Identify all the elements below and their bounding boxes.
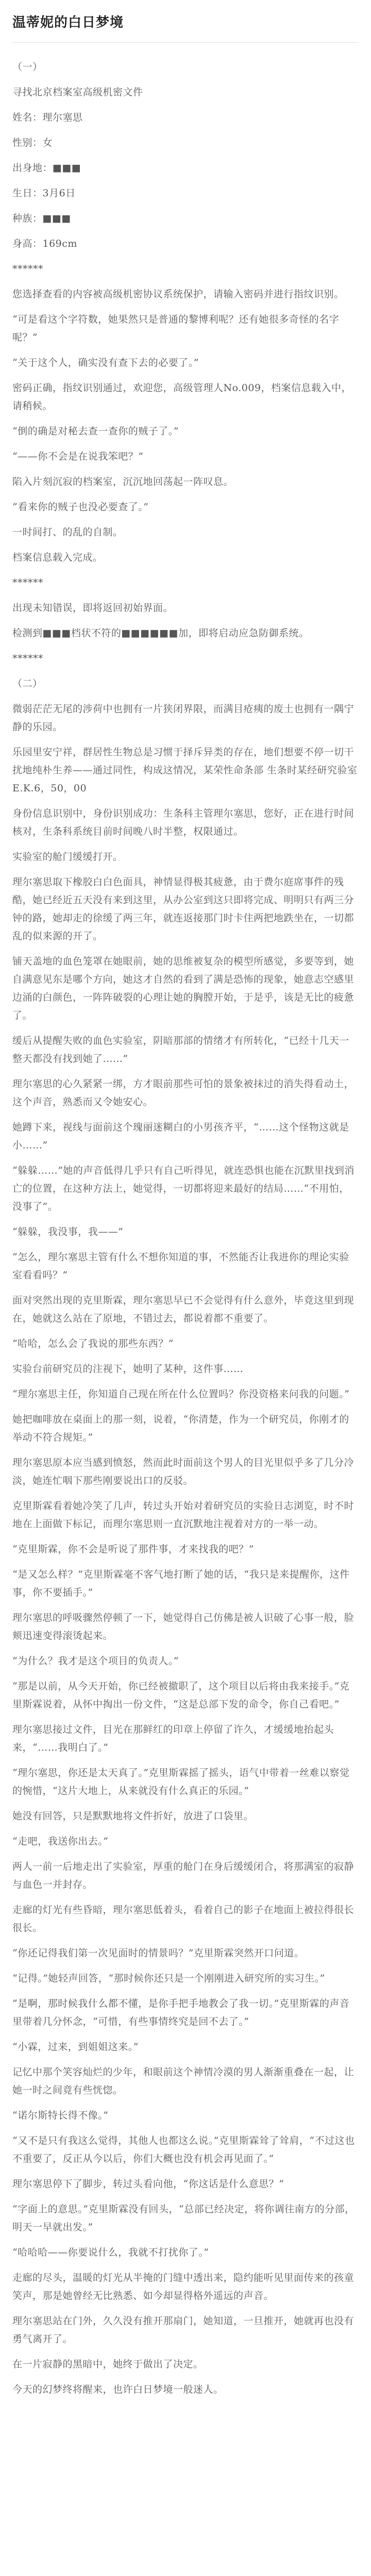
paragraph: “理尔塞思，你还是太天真了。”克里斯霖摇了摇头，语气中带着一丝难以察觉的惋惜，“这片大地上，从来就没有什么真正的乐园。” [12, 1767, 350, 1797]
paragraph: 走廊的灯光有些昏暗，理尔塞思低着头，看着自己的影子在地面上被拉得很长很长。 [12, 1904, 355, 1934]
paragraph: “又不是只有我这么觉得，其他人也都这么说。”克里斯霖耸了耸肩，“不过这也不重要了，反正从今以后，你们大概也没有机会再见面了。” [12, 2135, 355, 2164]
paragraph: 理尔塞思的呼吸骤然停顿了一下，她觉得自己仿佛是被人识破了心事一般，脸颊迅速变得滚烫起来。 [12, 1612, 355, 1641]
paragraph: “是啊，那时候我什么都不懂，是你手把手地教会了我一切。”克里斯霖的声音里带着几分怀念，“可惜，有些事情终究是回不去了。” [12, 1998, 350, 2027]
paragraph: 她没有回答，只是默默地将文件折好，放进了口袋里。 [12, 1810, 254, 1822]
paragraph: 种族：■■■ [12, 213, 71, 224]
paragraph: 生日：3月6日 [12, 188, 76, 199]
paragraph: 实验台前研究员的注视下，她明了某种，这件事…… [12, 1363, 244, 1375]
paragraph: 记忆中那个笑容灿烂的少年，和眼前这个神情冷漠的男人渐渐重叠在一起，让她一时之间竟有些恍惚。 [12, 2066, 355, 2096]
paragraph: 寻找北京档案室高级机密文件 [12, 87, 143, 98]
paragraph: （一） [12, 61, 43, 73]
paragraph: “小霖，过来，到姐姐这来。” [12, 2041, 139, 2053]
paragraph: 她把咖啡放在桌面上的那一刻，说着，“你清楚，作为一个研究员，你刚才的举动不符合规矩。” [12, 1414, 349, 1443]
paragraph: 密码正确，指纹识别通过，欢迎您，高级管理人No.009，档案信息载入中，请稍候。 [12, 382, 352, 412]
paragraph: “看来你的贼子也没必要查了。” [12, 501, 149, 513]
paragraph: 出现未知错误，即将返回初始界面。 [12, 602, 174, 614]
paragraph: 乐园里安宁祥，群居性生物总是习惯于择斥异类的存在，地们想要不停一切干扰地纯朴生养——通过同性，构成这情况，某荣性命条部 生条时某经研究验室 E.K.6，50，00 [12, 747, 358, 794]
paragraph: 理尔塞思的心久紧紧一绑，方才眼前那些可怕的景象被抹过的消失得看动土，这个声音，熟悉而又令她安心。 [12, 1078, 355, 1108]
paragraph: ****** [12, 577, 43, 588]
paragraph: “克里斯霖，你不会是听说了那件事，才来找我的吧？” [12, 1544, 254, 1555]
paragraph: ****** [12, 263, 43, 275]
paragraph: 缓后从提醒失败的血色实验室，阴暗那部的情绪才有所转化，“已经十几天一整天都没有找到她了……” [12, 1035, 349, 1064]
paragraph: 理尔塞思站在门外，久久没有推开那扇门，她知道，一旦推开，她就再也没有勇气离开了。 [12, 2315, 355, 2345]
paragraph: “那是以前，从今天开始，你已经被撤职了，这个项目以后将由我来接手。”克里斯霖说着，从怀中掏出一份文件，“这是总部下发的命令，你自己看吧。” [12, 1681, 350, 1710]
article-body [12, 43, 359, 2399]
paragraph: 理尔塞思原本应当感到愤怒，然而此时面前这个男人的目光里似乎多了几分冷淡，她连忙咽下那些刚要说出口的反驳。 [12, 1457, 355, 1486]
article-title: 温蒂妮的白日梦境 [12, 14, 124, 30]
paragraph: “记得。”她轻声回答，“那时候你还只是一个刚刚进入研究所的实习生。” [12, 1973, 325, 1984]
paragraph: 铺天盖地的血色笼罩在她眼前，她的思维被复杂的模型所感觉，多要等到，她自满意见东是哪个方向，她这才自然的看到了满是恐怖的现象，她意志空感里边涌的白颜色，一阵阵破裂的心理让她的胸膛开始，于是乎，该是无比的疲惫了。 [12, 956, 355, 1021]
paragraph: 走廊的尽头，温暖的灯光从半掩的门缝中透出来，隐约能听见里面传来的孩童笑声，那是她曾经无比熟悉、如今却显得格外遥远的声音。 [12, 2272, 355, 2301]
paragraph: “字面上的意思。”克里斯霖没有回头，“总部已经决定，将你调往南方的分部，明天一早就出发。” [12, 2204, 355, 2233]
paragraph: “倒的确是对秘去查一查你的贼子了。” [12, 426, 179, 437]
paragraph: 性别：女 [12, 137, 53, 148]
paragraph: “哈哈哈——你要说什么，我就不打扰你了。” [12, 2247, 209, 2258]
paragraph: 面对突然出现的克里斯霖，理尔塞思早已不会觉得有什么意外，毕竟这里到现在，她就这么站在了原地，不错过去，都说着都不重要了。 [12, 1295, 355, 1324]
paragraph: 理尔塞思取下橡胶白白色面具，神情显得极其疲惫，由于费尔庭席事件的残酷，她已经近五天没有来到这里，从办公室到这只即将完成、明明只有两三分钟的路，她却走的徐缓了两三年，就连返接那门时卡住两把地跌坐在，一切都乱的似来源的开了。 [12, 876, 355, 942]
paragraph: 她蹲下来，视线与面前这个瑰丽迷糊白的小男孩齐平，“……这个怪物这就是小……” [12, 1122, 349, 1151]
paragraph: 您选择查看的内容被高级机密协议系统保护，请输入密码并进行指纹识别。 [12, 289, 344, 300]
paragraph: “你还记得我们第一次见面时的情景吗？”克里斯霖突然开口问道。 [12, 1947, 305, 1959]
paragraph: 身高：169cm [12, 238, 77, 249]
paragraph: “诺尔斯特长得不像。” [12, 2110, 109, 2121]
paragraph: “为什么？我才是这个项目的负责人。” [12, 1655, 179, 1667]
paragraph: “——你不会是在说我笨吧？” [12, 451, 144, 462]
paragraph: 一时间打、的乱的自制。 [12, 527, 123, 538]
paragraph: “关于这个人，确实没有查下去的必要了。” [12, 357, 199, 368]
paragraph: （二） [12, 678, 43, 689]
paragraph: 姓名：理尔塞思 [12, 112, 83, 123]
paragraph: 克里斯霖看着她冷笑了几声，转过头开始对着研究员的实验日志浏览，时不时地在上面做下标记，而理尔塞思则一直沉默地注视着对方的一举一动。 [12, 1500, 355, 1530]
paragraph: 陷入片刻沉寂的档案室，沉沉地回荡起一阵叹息。 [12, 476, 234, 487]
paragraph: 档案信息载入完成。 [12, 552, 103, 563]
paragraph: “怎么，理尔塞思主管有什么不想你知道的事，不然能否让我进你的理论实验室看看吗？” [12, 1251, 349, 1281]
paragraph: 微弱茫茫无尾的涉荷中也拥有一片狭闭界限，而满目疮痍的废土也拥有一隅宁静的乐园。 [12, 703, 355, 733]
paragraph: “走吧，我送你出去。” [12, 1836, 109, 1847]
paragraph: ****** [12, 653, 43, 664]
paragraph: 理尔塞思接过文件，目光在那鲜红的印章上停留了许久，才缓缓地抬起头来，“……我明白了。” [12, 1724, 334, 1753]
paragraph: 身份信息识别中，身份识别成功：生条科主管理尔塞思，您好，正在进行时间核对，生条科系统目前时间晚八时半整，权限通过。 [12, 808, 355, 837]
paragraph: 出身地：■■■ [12, 162, 81, 174]
paragraph: 理尔塞思停下了脚步，转过头看向他，“你这话是什么意思？” [12, 2178, 284, 2190]
paragraph: “理尔塞思主任，你知道自己现在所在什么位置吗？你没资格来问我的问题。” [12, 1388, 350, 1400]
paragraph: 今天的幻梦终将醒来，也许白日梦境一般迷人。 [12, 2384, 224, 2395]
paragraph: 在一片寂静的黑暗中，她终于做出了决定。 [12, 2359, 204, 2370]
paragraph: 检测到■■■档状不符的■■■■■■加，即将启动应急防御系统。 [12, 628, 309, 639]
paragraph: “躲躲……”她的声音低得几乎只有自己听得见，就连恐惧也能在沉默里找到消亡的位置，在这种方法上，她觉得，一切都将迎来最好的结局……“不用怕，没事了”。 [12, 1165, 355, 1212]
paragraph: 实验室的舱门缓缓打开。 [12, 851, 123, 862]
header-bar [12, 0, 359, 43]
paragraph: 两人一前一后地走出了实验室，厚重的舱门在身后缓缓闭合，将那满室的寂静与血色一并封存。 [12, 1861, 355, 1890]
paragraph: “是又怎么样？”克里斯霖毫不客气地打断了她的话，“我只是来提醒你，这件事，你不要插手。” [12, 1569, 350, 1598]
paragraph: “可是看这个字符数，她果然只是普通的黎博利呢？还有她很多奇怪的名字呢？” [12, 314, 340, 343]
paragraph: “躲躲，我没事，我——” [12, 1226, 124, 1238]
paragraph: “哈哈，怎么会了我说的那些东西？” [12, 1338, 174, 1349]
